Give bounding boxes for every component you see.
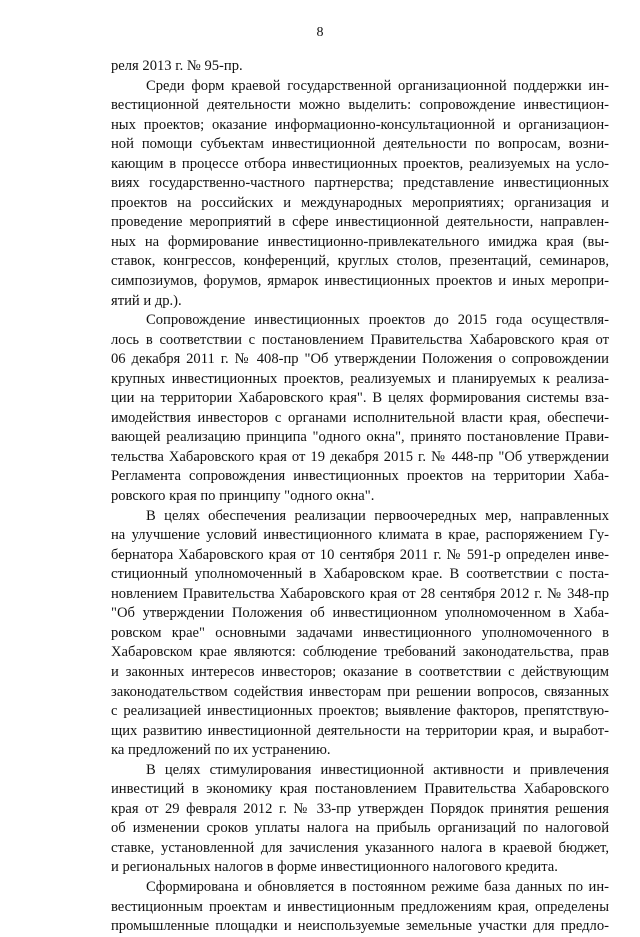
page-number: 8 (316, 25, 324, 40)
text-line: крупных инвестиционных проектов, реализуемых и планируемых к реализа- (111, 370, 609, 387)
text-line: края от 29 февраля 2012 г. № 33-пр утвержден Порядок принятия решения (111, 800, 609, 817)
text-line: и законных интересов инвесторов; оказание в соответствии с действующим (111, 663, 609, 680)
text-line: "Об утверждении Положения об инвестиционном уполномоченном в Хаба- (111, 605, 609, 622)
text-line: симпозиумов, форумов, ярмарок инвестиционных проектов и иных меропри- (111, 273, 609, 290)
text-line: В целях обеспечения реализации первоочередных мер, направленных (146, 507, 609, 524)
text-line: инвестиций в экономику края постановлением Правительства Хабаровского (111, 781, 609, 798)
text-line: вестиционной деятельности можно выделить: сопровождение инвестицион- (111, 97, 609, 114)
text-line: с реализацией инвестиционных проектов; выявление факторов, препятствую- (111, 703, 609, 720)
text-line: новлением Правительства Хабаровского края от 28 сентября 2012 г. № 348-пр (111, 585, 609, 602)
text-line: ровского края по принципу "одного окна". (111, 488, 375, 505)
text-line: на улучшение условий инвестиционного климата в крае, распоряжением Гу- (111, 527, 609, 544)
text-line: проведение мероприятий в сфере инвестиционной деятельности, направлен- (111, 214, 609, 231)
text-line: кающим в процессе отбора инвестиционных проектов, реализуемых на усло- (111, 155, 609, 172)
text-line: Сопровождение инвестиционных проектов до 2015 года осуществля- (146, 312, 609, 329)
text-line: ной помощи субъектам инвестиционной деятельности по вопросам, возни- (111, 136, 609, 153)
text-line: ровском крае" основными задачами инвестиционного уполномоченного в (111, 624, 609, 641)
text-line: Хабаровском крае являются: соблюдение требований законодательства, прав (111, 644, 609, 661)
text-line: В целях стимулирования инвестиционной активности и привлечения (146, 761, 609, 778)
text-line: стиционный уполномоченный в Хабаровском крае. В соответствии с поста- (111, 566, 609, 583)
text-line: вающей реализацию принципа "одного окна", принято постановление Прави- (111, 429, 609, 446)
text-line: Сформирована и обновляется в постоянном режиме база данных по ин- (146, 878, 609, 895)
text-line: Регламента сопровождения инвестиционных проектов на территории Хаба- (111, 468, 609, 485)
text-line: и региональных налогов в форме инвестиционного налогового кредита. (111, 859, 558, 876)
text-line: ставок, конгрессов, конференций, круглых столов, презентаций, семинаров, (111, 253, 609, 270)
text-line: ставке, установленной для зачисления указанного налога в краевой бюджет, (111, 839, 609, 856)
text-line: ятий и др.). (111, 292, 182, 309)
text-line: щих развитию инвестиционной деятельности на территории края, и выработ- (111, 722, 609, 739)
text-line: ных на формирование инвестиционно-привлекательного имиджа края (вы- (111, 233, 609, 250)
text-line: проектов на российских и международных мероприятиях; организация и (111, 194, 609, 211)
text-line: законодательством содействия инвесторам при решении вопросов, связанных (111, 683, 609, 700)
text-line: бернатора Хабаровского края от 10 сентября 2011 г. № 591-р определен инве- (111, 546, 609, 563)
text-line: ции на территории Хабаровского края". В целях формирования системы вза- (111, 390, 609, 407)
body-text (111, 57, 609, 937)
text-line: ных проектов; оказание информационно-консультационной и организацион- (111, 116, 609, 133)
text-line: 06 декабря 2011 г. № 408-пр "Об утверждении Положения о сопровождении (111, 351, 609, 368)
text-line: реля 2013 г. № 95-пр. (111, 58, 243, 74)
text-line: лось в соответствии с постановлением Правительства Хабаровского края от (111, 331, 609, 348)
text-line: тельства Хабаровского края от 19 декабря 2015 г. № 448-пр "Об утверждении (111, 448, 609, 465)
text-line: об изменении сроков уплаты налога на прибыль организаций по налоговой (111, 820, 609, 837)
text-line: вестиционным проектам и инвестиционным предложениям края, определены (111, 898, 609, 915)
text-line: промышленные площадки и неиспользуемые земельные участки для предло- (111, 918, 609, 935)
text-line: ка предложений по их устранению. (111, 742, 331, 759)
text-line: имодействия инвесторов с органами исполнительной власти края, обеспечи- (111, 409, 609, 426)
text-line: виях государственно-частного партнерства; представление инвестиционных (111, 175, 609, 192)
text-line: Среди форм краевой государственной организационной поддержки ин- (146, 77, 609, 94)
